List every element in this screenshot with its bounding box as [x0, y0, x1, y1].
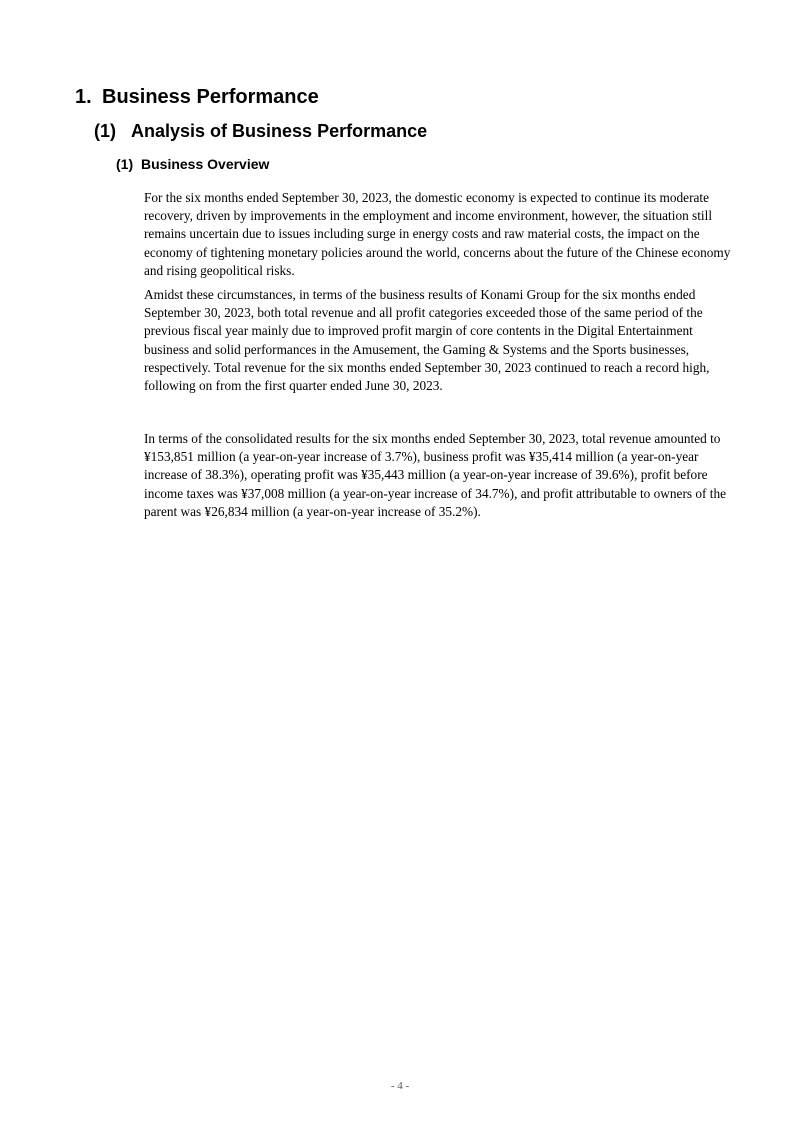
section-heading	[75, 84, 319, 110]
subsection-title: Analysis of Business Performance	[131, 121, 428, 141]
paragraph-economy-overview: For the six months ended September 30, 2023, the domestic economy is expected to continue its moderate recovery, driven by improvements in the employment and income environment, however, the situation still remains uncertain due to issues including surge in energy costs and raw material costs, the impact on the economy of tightening monetary policies around the world, concerns about the future of the Chinese economy and rising geopolitical risks.	[144, 190, 731, 278]
subsubsection-title: Business Overview	[141, 156, 270, 172]
subsubsection-heading	[116, 155, 269, 173]
subsection-number: (1)	[94, 121, 116, 141]
section-title: Business Performance	[102, 86, 319, 108]
page-number: - 4 -	[390, 1080, 410, 1092]
section-number: 1.	[75, 86, 92, 108]
subsubsection-number: (1)	[116, 156, 134, 172]
subsection-heading	[94, 119, 427, 143]
paragraph-consolidated-results: In terms of the consolidated results for the six months ended September 30, 2023, total revenue amounted to ¥153,851 million (a year-on-year increase of 3.7%), business profit was ¥35,414 million (a year-on-year increase of 38.3%), operating profit was ¥35,443 million (a year-on-year increase of 39.6%), profit before income taxes was ¥37,008 million (a year-on-year increase of 34.7%), and profit attributable to owners of the parent was ¥26,834 million (a year-on-year increase of 35.2%).	[144, 431, 727, 519]
paragraph-business-results: Amidst these circumstances, in terms of the business results of Konami Group for the six months ended September 30, 2023, both total revenue and all profit categories exceeded those of the same period of the previous fiscal year mainly due to improved profit margin of core contents in the Digital Entertainment business and solid performances in the Amusement, the Gaming & Systems and the Sports businesses, respectively. Total revenue for the six months ended September 30, 2023 continued to reach a record high, following on from the first quarter ended June 30, 2023.	[144, 287, 710, 394]
